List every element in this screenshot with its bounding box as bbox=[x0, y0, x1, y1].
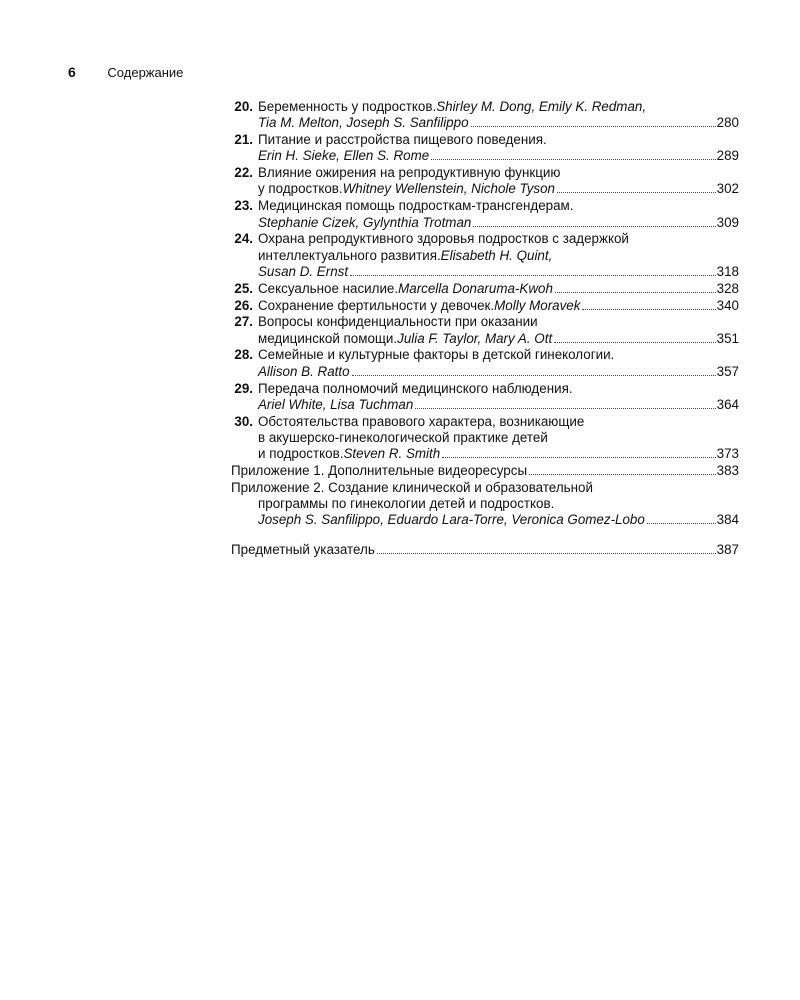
entry-authors: Tia M. Melton, Joseph S. Sanfilippo bbox=[258, 115, 469, 131]
chapter-number: 25. bbox=[234, 280, 253, 296]
index-entry[interactable] bbox=[231, 542, 739, 558]
toc-entry[interactable] bbox=[231, 281, 739, 297]
entry-title: в акушерско-гинекологической практике детей bbox=[258, 429, 548, 445]
entry-authors: Molly Moravek bbox=[494, 297, 581, 313]
entry-title: Передача полномочий медицинского наблюдения. bbox=[258, 380, 573, 396]
entry-page-number: 328 bbox=[716, 280, 739, 296]
entry-line bbox=[258, 132, 739, 148]
entry-line bbox=[231, 480, 739, 496]
entry-line bbox=[231, 496, 739, 512]
running-head bbox=[68, 64, 183, 80]
dot-leader bbox=[442, 457, 715, 458]
toc-entry[interactable] bbox=[231, 99, 739, 132]
toc-entry[interactable] bbox=[231, 298, 739, 314]
dot-leader bbox=[471, 126, 716, 127]
chapter-number: 21. bbox=[234, 132, 253, 148]
dot-leader bbox=[557, 192, 716, 193]
dot-leader bbox=[377, 553, 716, 554]
dot-leader bbox=[554, 342, 715, 343]
toc-entry[interactable] bbox=[231, 132, 739, 165]
entry-line bbox=[258, 99, 739, 115]
entry-line bbox=[258, 314, 739, 330]
index-page: 387 bbox=[716, 542, 739, 558]
entry-authors: Whitney Wellenstein, Nichole Tyson bbox=[342, 181, 556, 197]
entry-page-number: 351 bbox=[716, 330, 739, 346]
table-of-contents bbox=[231, 99, 739, 559]
entry-title: Охрана репродуктивного здоровья подростков с задержкой bbox=[258, 231, 629, 247]
entry-authors: Allison B. Ratto bbox=[258, 363, 350, 379]
entry-title: и подростков. bbox=[258, 446, 344, 462]
toc-entry[interactable] bbox=[231, 231, 739, 280]
section-title: Содержание bbox=[107, 65, 184, 80]
entry-line bbox=[258, 248, 739, 264]
dot-leader bbox=[473, 226, 715, 227]
chapter-number: 30. bbox=[234, 413, 253, 429]
entry-page-number: 318 bbox=[716, 263, 739, 279]
entry-line bbox=[258, 298, 739, 314]
entry-authors: Marcella Donaruma-Kwoh bbox=[398, 280, 553, 296]
entry-line bbox=[231, 463, 739, 479]
entry-title: медицинской помощи. bbox=[258, 330, 398, 346]
entry-line bbox=[258, 381, 739, 397]
entry-title: Влияние ожирения на репродуктивную функцию bbox=[258, 165, 561, 181]
chapter-number: 26. bbox=[234, 297, 253, 313]
entry-title: Приложение 1. Дополнительные видеоресурсы bbox=[231, 463, 528, 479]
entry-line bbox=[258, 414, 739, 430]
entry-page-number: 289 bbox=[716, 148, 739, 164]
entry-line bbox=[258, 198, 739, 214]
chapter-number: 23. bbox=[234, 198, 253, 214]
entry-title: Вопросы конфиденциальности при оказании bbox=[258, 314, 538, 330]
entry-authors: Steven R. Smith bbox=[343, 446, 441, 462]
dot-leader bbox=[555, 292, 716, 293]
toc-entry[interactable] bbox=[231, 198, 739, 231]
entry-line bbox=[231, 512, 739, 528]
dot-leader bbox=[431, 159, 715, 160]
entry-line bbox=[258, 397, 739, 413]
entry-authors: Susan D. Ernst bbox=[258, 263, 349, 279]
chapter-number: 27. bbox=[234, 314, 253, 330]
entry-line bbox=[258, 281, 739, 297]
dot-leader bbox=[582, 309, 715, 310]
entry-line bbox=[258, 181, 739, 197]
entry-title: Медицинская помощь подросткам-трансгендерам. bbox=[258, 198, 574, 214]
entry-page-number: 357 bbox=[716, 363, 739, 379]
appendix-list bbox=[231, 463, 739, 529]
entry-line bbox=[258, 215, 739, 231]
entry-authors: Elisabeth H. Quint, bbox=[440, 247, 553, 263]
dot-leader bbox=[529, 474, 716, 475]
entry-title: Обстоятельства правового характера, возникающие bbox=[258, 413, 585, 429]
chapter-number: 24. bbox=[234, 231, 253, 247]
dot-leader bbox=[415, 408, 715, 409]
chapter-list bbox=[231, 99, 739, 463]
entry-title: Сексуальное насилие. bbox=[258, 280, 399, 296]
dot-leader bbox=[350, 275, 716, 276]
dot-leader bbox=[647, 523, 716, 524]
entry-title: программы по гинекологии детей и подростков. bbox=[258, 496, 555, 512]
toc-entry[interactable] bbox=[231, 314, 739, 347]
entry-page-number: 364 bbox=[716, 396, 739, 412]
page-number: 6 bbox=[68, 64, 76, 80]
entry-page-number: 280 bbox=[716, 115, 739, 131]
entry-line bbox=[258, 165, 739, 181]
entry-title: Беременность у подростков. bbox=[258, 99, 437, 114]
entry-authors: Julia F. Taylor, Mary A. Ott bbox=[397, 330, 553, 346]
entry-authors: Erin H. Sieke, Ellen S. Rome bbox=[258, 148, 430, 164]
toc-entry[interactable] bbox=[231, 165, 739, 198]
appendix-entry[interactable] bbox=[231, 480, 739, 529]
entry-line bbox=[258, 148, 739, 164]
toc-entry[interactable] bbox=[231, 414, 739, 463]
dot-leader bbox=[352, 375, 716, 376]
entry-line bbox=[258, 430, 739, 446]
entry-title: Сохранение фертильности у девочек. bbox=[258, 297, 495, 313]
chapter-number: 22. bbox=[234, 165, 253, 181]
chapter-number: 28. bbox=[234, 347, 253, 363]
entry-title: Приложение 2. Создание клинической и образовательной bbox=[231, 479, 593, 495]
entry-authors: Stephanie Cizek, Gylynthia Trotman bbox=[258, 214, 472, 230]
appendix-entry[interactable] bbox=[231, 463, 739, 479]
chapter-number: 29. bbox=[234, 380, 253, 396]
entry-line bbox=[258, 364, 739, 380]
entry-page-number: 383 bbox=[716, 463, 739, 479]
entry-line bbox=[258, 331, 739, 347]
entry-authors: Joseph S. Sanfilippo, Eduardo Lara-Torre, Veronica Gomez-Lobo bbox=[258, 512, 645, 528]
entry-page-number: 309 bbox=[716, 214, 739, 230]
entry-line bbox=[258, 231, 739, 247]
entry-page-number: 373 bbox=[716, 446, 739, 462]
entry-authors: Ariel White, Lisa Tuchman bbox=[258, 396, 414, 412]
entry-line bbox=[258, 347, 739, 363]
entry-page-number: 302 bbox=[716, 181, 739, 197]
entry-line bbox=[258, 446, 739, 462]
toc-entry[interactable] bbox=[231, 347, 739, 380]
entry-page-number: 340 bbox=[716, 297, 739, 313]
entry-title: у подростков. bbox=[258, 181, 343, 197]
entry-title: Семейные и культурные факторы в детской гинекологии. bbox=[258, 347, 615, 363]
entry-line bbox=[258, 115, 739, 131]
chapter-number: 20. bbox=[234, 99, 253, 114]
entry-authors: Shirley M. Dong, Emily K. Redman, bbox=[436, 99, 647, 114]
entry-title: Питание и расстройства пищевого поведения. bbox=[258, 132, 547, 148]
index-title: Предметный указатель bbox=[231, 542, 375, 558]
entry-page-number: 384 bbox=[716, 512, 739, 528]
toc-entry[interactable] bbox=[231, 381, 739, 414]
entry-title: интеллектуального развития. bbox=[258, 247, 441, 263]
entry-line bbox=[258, 264, 739, 280]
